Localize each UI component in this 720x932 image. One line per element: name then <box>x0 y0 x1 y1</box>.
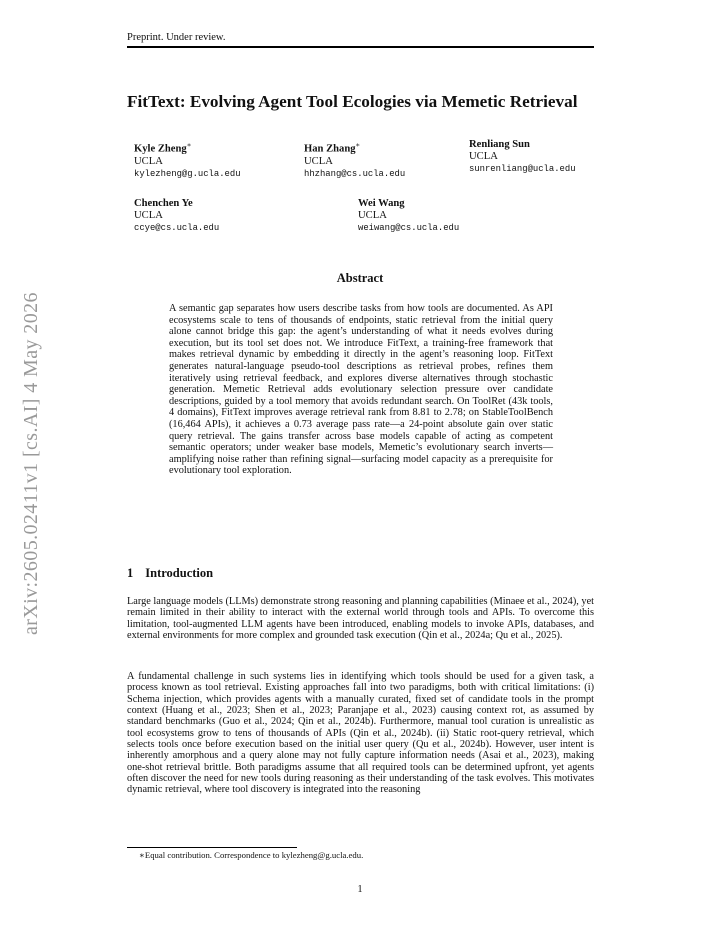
author-email: kylezheng@g.ucla.edu <box>134 168 241 179</box>
footnote: ∗Equal contribution. Correspondence to kylezheng@g.ucla.edu. <box>139 850 364 860</box>
author-email: weiwang@cs.ucla.edu <box>358 223 460 234</box>
author-affiliation: UCLA <box>469 151 498 163</box>
abstract-text: A semantic gap separates how users describe tasks from how tools are documented. As API ecosystems scale to tens of thousands of endpoints, static retrieval from the initial query alone cannot bridge this gap: the agent’s understanding of what it needs evolves during execution, but its tool set does not. We introduce FitText, a training-free framework that makes retrieval dynamic by embedding it directly in the agent’s reasoning loop. FitText generates natural-language pseudo-tool descriptions as retrieval probes, refines them iteratively using retrieval feedback, and explores diverse alternatives through stochastic generation. Memetic Retrieval adds evolutionary selection pressure over candidate descriptions, guided by a tool memory that avoids redundant search. On ToolRet (43k tools, 4 domains), FitText improves average retrieval rank from 8.81 to 2.78; on StableToolBench (16,464 APIs), it achieves a 0.73 average pass rate—a 24-point absolute gain over static query retrieval. The gains transfer across base models capable of acting as competent semantic operators; under weaker base models, Memetic’s evolutionary search inverts—amplifying noise rather than refining signal—surfacing model capacity as a prerequisite for evolutionary tool exploration. <box>169 303 553 477</box>
section-number: 1 <box>127 566 134 580</box>
author-name: Wei Wang <box>358 198 405 209</box>
author-block <box>134 139 241 180</box>
author-affiliation: UCLA <box>304 155 333 167</box>
author-name: Renliang Sun <box>469 139 530 150</box>
author-affiliation: UCLA <box>134 155 163 167</box>
page-number: 1 <box>357 884 363 895</box>
footnote-rule <box>127 847 297 848</box>
author-block <box>134 198 219 235</box>
author-block <box>304 139 405 180</box>
author-block <box>469 139 576 176</box>
author-email: sunrenliang@ucla.edu <box>469 164 576 175</box>
equal-contribution-mark: ∗ <box>355 141 361 149</box>
author-email: hhzhang@cs.ucla.edu <box>304 168 406 179</box>
author-email: ccye@cs.ucla.edu <box>134 223 220 234</box>
section-title: Introduction <box>145 566 214 580</box>
abstract-heading: Abstract <box>336 271 384 285</box>
header-note: Preprint. Under review. <box>127 32 226 43</box>
author-name: Chenchen Ye <box>134 198 193 209</box>
author-block <box>358 198 459 235</box>
equal-contribution-mark: ∗ <box>186 141 192 149</box>
arxiv-stamp[interactable]: arXiv:2605.02411v1 [cs.AI] 4 May 2026 <box>20 292 42 635</box>
intro-paragraph-2: A fundamental challenge in such systems lies in identifying which tools should be used for a given task, a process known as tool retrieval. Existing approaches fall into two paradigms, both with critical limitations: (i) Schema injection, which provides agents with a manually curated, fixed set of candidate tools in the prompt context (Huang et al., 2023; Shen et al., 2023; Paranjape et al., 2023) causing context rot, as assumed by standard benchmarks (Guo et al., 2024; Qin et al., 2024b). Furthermore, manual tool curation is unrealistic as tool ecosystems grow to tens of thousands of APIs (Qin et al., 2024b). (ii) Static root-query retrieval, which selects tools once before execution based on the initial user query (Qu et al., 2024b). However, user intent is inherently amorphous and a query alone may not fully capture information needs (Asai et al., 2023), making one-shot retrieval brittle. Both paradigms assume that all required tools can be determined upfront, yet agents often discover the need for new tools during reasoning as their understanding of the task evolves. This motivates dynamic retrieval, where tool discovery is integrated into the reasoning <box>127 671 594 796</box>
intro-paragraph-1: Large language models (LLMs) demonstrate strong reasoning and planning capabilities (Minaee et al., 2024), yet remain limited in their ability to interact with the external world through tools and APIs. To overcome this limitation, tool-augmented LLM agents have been introduced, enabling models to invoke APIs, databases, and external environments for more complex and grounded task execution (Qin et al., 2024a; Qu et al., 2025). <box>127 596 594 642</box>
paper-title: FitText: Evolving Agent Tool Ecologies via Memetic Retrieval <box>127 92 578 111</box>
author-affiliation: UCLA <box>358 210 387 222</box>
author-name: Kyle Zheng <box>134 143 187 155</box>
header-rule <box>127 46 594 48</box>
section-heading <box>127 566 213 581</box>
author-affiliation: UCLA <box>134 210 163 222</box>
author-name: Han Zhang <box>304 143 356 155</box>
